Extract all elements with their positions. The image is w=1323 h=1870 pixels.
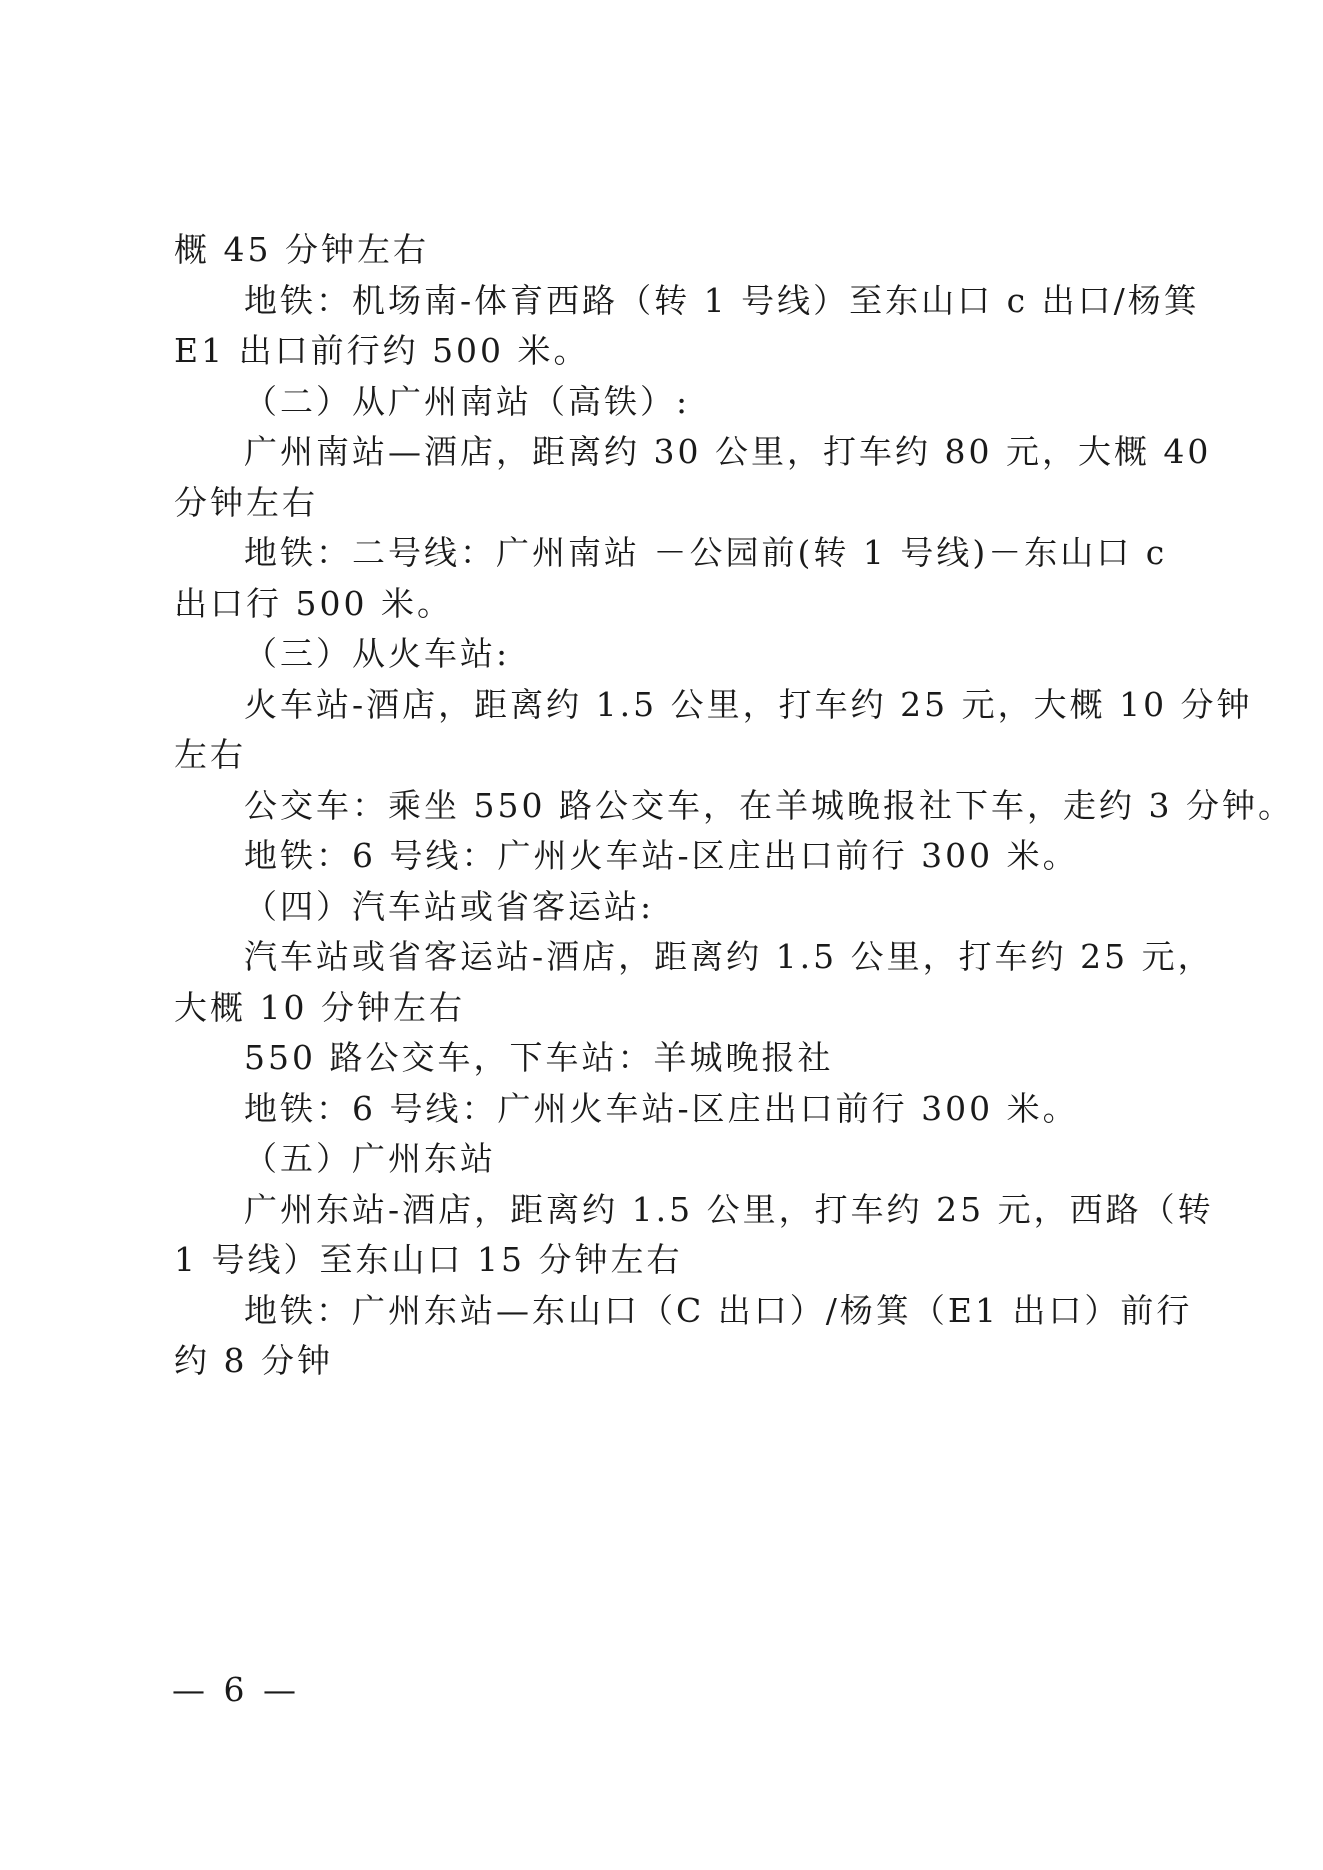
section-heading: （五）广州东站 — [244, 1139, 496, 1178]
text-line: 地铁：6 号线：广州火车站-区庄出口前行 300 米。 — [244, 836, 1079, 875]
text-line: 大概 10 分钟左右 — [174, 988, 465, 1027]
text-line: 地铁：机场南-体育西路（转 1 号线）至东山口 c 出口/杨箕 — [244, 281, 1200, 320]
text-line: 地铁：6 号线：广州火车站-区庄出口前行 300 米。 — [244, 1089, 1079, 1128]
section-heading: （四）汽车站或省客运站: — [244, 887, 655, 926]
text-line: E1 出口前行约 500 米。 — [174, 331, 590, 370]
text-line: 约 8 分钟 — [174, 1341, 333, 1380]
text-line: 地铁：广州东站—东山口（C 出口）/杨箕（E1 出口）前行 — [244, 1291, 1193, 1330]
text-line: 广州东站-酒店，距离约 1.5 公里，打车约 25 元，西路（转 — [244, 1190, 1214, 1229]
text-line: 公交车：乘坐 550 路公交车，在羊城晚报社下车，走约 3 分钟。 — [244, 786, 1294, 825]
text-line: 左右 — [174, 735, 246, 774]
text-line: 汽车站或省客运站-酒店，距离约 1.5 公里，打车约 25 元， — [244, 937, 1214, 976]
text-line: 出口行 500 米。 — [174, 584, 453, 623]
text-line: 广州南站—酒店，距离约 30 公里，打车约 80 元，大概 40 — [244, 432, 1212, 471]
section-heading: （二）从广州南站（高铁）: — [244, 382, 691, 421]
page-number: — 6 — — [172, 1670, 300, 1709]
text-line: 地铁：二号线：广州南站 －公园前(转 1 号线)－东山口 c — [244, 533, 1168, 572]
section-heading: （三）从火车站: — [244, 634, 511, 673]
text-line: 1 号线）至东山口 15 分钟左右 — [174, 1240, 683, 1279]
text-line: 火车站-酒店，距离约 1.5 公里，打车约 25 元，大概 10 分钟 — [244, 685, 1253, 724]
text-line: 分钟左右 — [174, 483, 318, 522]
text-line: 概 45 分钟左右 — [174, 230, 429, 269]
text-line: 550 路公交车，下车站：羊城晚报社 — [244, 1038, 834, 1077]
